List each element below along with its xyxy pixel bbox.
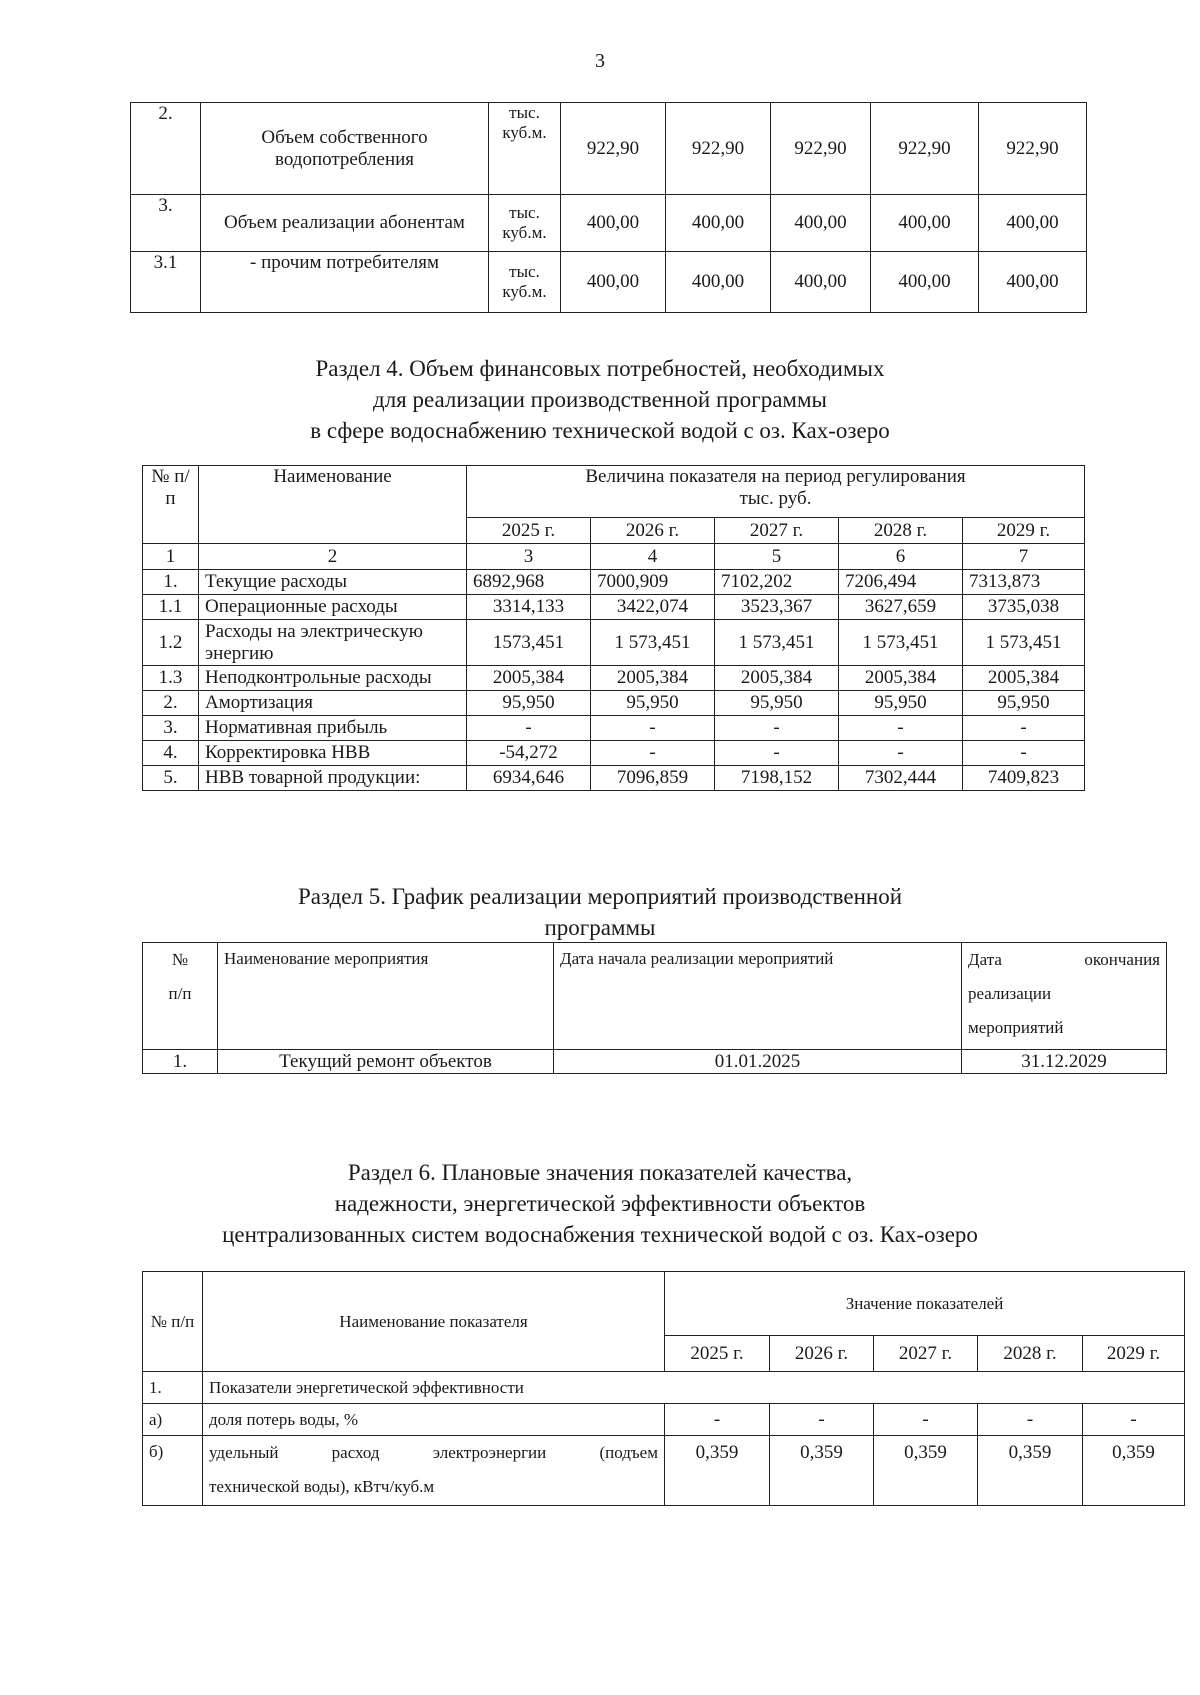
value-cell: 922,90 <box>666 103 771 195</box>
table-row <box>143 666 1085 691</box>
header-row <box>143 466 1085 518</box>
col-number: 7 <box>963 544 1085 570</box>
row-name <box>203 1436 665 1506</box>
schedule-table <box>142 942 1167 1074</box>
value-cell: 7000,909 <box>591 570 715 595</box>
row-number: 1.3 <box>143 666 199 691</box>
value-cell: 922,90 <box>561 103 666 195</box>
section6-title-line: Раздел 6. Плановые значения показателей качества, <box>347 1160 853 1185</box>
col-num-header-line: № <box>171 950 189 969</box>
section5-title <box>0 881 1200 943</box>
value-cell: - <box>839 741 963 766</box>
row-name-line <box>209 1436 658 1470</box>
value-cell: - <box>467 716 591 741</box>
col-start-header: Дата начала реализации мероприятий <box>554 943 962 1050</box>
value-cell: 95,950 <box>963 691 1085 716</box>
table-row <box>131 252 1087 313</box>
header-row <box>143 1272 1185 1336</box>
col-number: 4 <box>591 544 715 570</box>
value-cell: 2005,384 <box>715 666 839 691</box>
value-cell: 400,00 <box>871 195 979 252</box>
section4-title-line: в сфере водоснабжению технической водой с оз. Ках-озеро <box>310 418 890 443</box>
value-cell: 400,00 <box>666 252 771 313</box>
col-end-header-word: окончания <box>1084 950 1160 969</box>
value-cell: 6934,646 <box>467 766 591 791</box>
value-cell: 3735,038 <box>963 595 1085 620</box>
table-row <box>143 570 1085 595</box>
row-number: 1.2 <box>143 620 199 666</box>
row-unit: тыс. куб.м. <box>489 252 561 313</box>
value-cell: - <box>978 1404 1083 1436</box>
row-number: 4. <box>143 741 199 766</box>
row-name: - прочим потребителям <box>201 252 489 313</box>
value-cell: 3523,367 <box>715 595 839 620</box>
year-header: 2028 г. <box>839 518 963 544</box>
value-cell: - <box>591 741 715 766</box>
col-end-header <box>962 943 1167 1050</box>
table-row <box>143 1404 1185 1436</box>
value-cell: - <box>770 1404 874 1436</box>
row-number: 5. <box>143 766 199 791</box>
value-cell: - <box>1083 1404 1185 1436</box>
col-number: 5 <box>715 544 839 570</box>
col-num-header: № п/п <box>143 466 199 544</box>
value-cell: - <box>715 716 839 741</box>
row-name: Объем собственного водопотребления <box>201 103 489 195</box>
value-cell: 7198,152 <box>715 766 839 791</box>
row-number: а) <box>143 1404 203 1436</box>
value-cell: 2005,384 <box>467 666 591 691</box>
row-unit: тыс. куб.м. <box>489 195 561 252</box>
value-cell: 7206,494 <box>839 570 963 595</box>
year-header: 2028 г. <box>978 1336 1083 1372</box>
year-header: 2027 г. <box>874 1336 978 1372</box>
row-number: 3. <box>143 716 199 741</box>
year-header: 2025 г. <box>467 518 591 544</box>
value-cell: 400,00 <box>771 252 871 313</box>
value-cell: 400,00 <box>771 195 871 252</box>
value-cell: - <box>839 716 963 741</box>
value-cell: 7096,859 <box>591 766 715 791</box>
value-cell: - <box>591 716 715 741</box>
col-numbers-row <box>143 544 1085 570</box>
value-cell: 400,00 <box>561 195 666 252</box>
value-cell: 922,90 <box>871 103 979 195</box>
value-cell: - <box>665 1404 770 1436</box>
row-unit: тыс. куб.м. <box>489 103 561 195</box>
row-name-line: технической воды), кВтч/куб.м <box>209 1477 435 1496</box>
row-number: 1.1 <box>143 595 199 620</box>
section4-title-line: Раздел 4. Объем финансовых потребностей, необходимых <box>315 356 885 381</box>
value-cell: 7409,823 <box>963 766 1085 791</box>
value-cell: - <box>874 1404 978 1436</box>
col-name-header: Наименование мероприятия <box>218 943 554 1050</box>
row-name: Нормативная прибыль <box>199 716 467 741</box>
row-name: НВВ товарной продукции: <box>199 766 467 791</box>
value-cell: 922,90 <box>979 103 1087 195</box>
col-end-header-line: мероприятий <box>968 1018 1064 1037</box>
table-row <box>131 103 1087 195</box>
finance-table <box>142 465 1085 791</box>
end-date: 31.12.2029 <box>962 1050 1167 1074</box>
row-name: Операционные расходы <box>199 595 467 620</box>
value-header <box>467 466 1085 518</box>
row-number: 2. <box>131 103 201 195</box>
table-row <box>143 1050 1167 1074</box>
row-name: Расходы на электрическую энергию <box>199 620 467 666</box>
value-cell: 95,950 <box>715 691 839 716</box>
year-header: 2029 г. <box>1083 1336 1185 1372</box>
row-number: 3. <box>131 195 201 252</box>
col-end-header-line <box>968 943 1160 977</box>
row-name: Корректировка НВВ <box>199 741 467 766</box>
value-cell: - <box>715 741 839 766</box>
year-header: 2025 г. <box>665 1336 770 1372</box>
value-cell: 0,359 <box>978 1436 1083 1506</box>
value-cell: 7302,444 <box>839 766 963 791</box>
row-name-word: электроэнергии <box>432 1443 547 1462</box>
volume-table <box>130 102 1087 313</box>
value-header: Значение показателей <box>665 1272 1185 1336</box>
value-cell: 0,359 <box>665 1436 770 1506</box>
col-end-header-word: Дата <box>968 950 1002 969</box>
row-name: доля потерь воды, % <box>203 1404 665 1436</box>
value-cell: -54,272 <box>467 741 591 766</box>
table-row <box>143 716 1085 741</box>
value-cell: - <box>963 716 1085 741</box>
value-cell: - <box>963 741 1085 766</box>
value-cell: 2005,384 <box>963 666 1085 691</box>
value-cell: 1 573,451 <box>715 620 839 666</box>
section6-title-line: централизованных систем водоснабжения технической водой с оз. Ках-озеро <box>222 1222 978 1247</box>
row-number: 3.1 <box>131 252 201 313</box>
value-cell: 95,950 <box>467 691 591 716</box>
value-cell: 400,00 <box>979 195 1087 252</box>
row-number: б) <box>143 1436 203 1506</box>
value-cell: 3627,659 <box>839 595 963 620</box>
value-cell: 2005,384 <box>591 666 715 691</box>
value-cell: 922,90 <box>771 103 871 195</box>
table-row <box>143 691 1085 716</box>
row-name: Текущие расходы <box>199 570 467 595</box>
col-name-header: Наименование <box>199 466 467 544</box>
page-number: 3 <box>595 50 605 72</box>
row-name: Неподконтрольные расходы <box>199 666 467 691</box>
section6-title <box>0 1157 1200 1250</box>
col-number: 3 <box>467 544 591 570</box>
row-name-word: расход <box>331 1443 380 1462</box>
row-number: 1. <box>143 1050 218 1074</box>
table-row <box>131 195 1087 252</box>
col-end-header-line: реализации <box>968 984 1052 1003</box>
table-row <box>143 766 1085 791</box>
col-number: 2 <box>199 544 467 570</box>
col-num-header <box>143 943 218 1050</box>
value-header-unit: тыс. руб. <box>739 487 812 509</box>
value-cell: 400,00 <box>561 252 666 313</box>
table-row <box>143 741 1085 766</box>
value-header-title: Величина показателя на период регулирования <box>585 466 966 487</box>
row-number: 1. <box>143 1372 203 1404</box>
value-cell: 7102,202 <box>715 570 839 595</box>
value-cell: 1573,451 <box>467 620 591 666</box>
row-name: Объем реализации абонентам <box>201 195 489 252</box>
row-name-word: удельный <box>209 1443 279 1462</box>
value-cell: 95,950 <box>591 691 715 716</box>
row-number: 1. <box>143 570 199 595</box>
value-cell: 400,00 <box>979 252 1087 313</box>
value-cell: 1 573,451 <box>963 620 1085 666</box>
section5-title-line: Раздел 5. График реализации мероприятий производственной <box>297 884 903 909</box>
header-row <box>143 943 1167 1050</box>
row-name-word: (подъем <box>599 1443 658 1462</box>
year-header: 2026 г. <box>591 518 715 544</box>
value-cell: 6892,968 <box>467 570 591 595</box>
value-cell: 95,950 <box>839 691 963 716</box>
value-cell: 1 573,451 <box>839 620 963 666</box>
col-number: 1 <box>143 544 199 570</box>
col-number: 6 <box>839 544 963 570</box>
section5-title-line: программы <box>544 915 656 940</box>
row-name: Текущий ремонт объектов <box>218 1050 554 1074</box>
value-cell: 0,359 <box>770 1436 874 1506</box>
table-row <box>143 1436 1185 1506</box>
row-name: Амортизация <box>199 691 467 716</box>
indicators-table <box>142 1271 1185 1506</box>
group-row <box>143 1372 1185 1404</box>
table-row <box>143 620 1085 666</box>
value-cell: 3422,074 <box>591 595 715 620</box>
section6-title-line: надежности, энергетической эффективности объектов <box>334 1191 866 1216</box>
section4-title-line: для реализации производственной программы <box>373 387 827 412</box>
value-cell: 1 573,451 <box>591 620 715 666</box>
group-name: Показатели энергетической эффективности <box>203 1372 1185 1404</box>
col-num-header-line: п/п <box>168 984 192 1003</box>
value-cell: 400,00 <box>666 195 771 252</box>
value-cell: 0,359 <box>874 1436 978 1506</box>
start-date: 01.01.2025 <box>554 1050 962 1074</box>
value-cell: 400,00 <box>871 252 979 313</box>
year-header: 2027 г. <box>715 518 839 544</box>
row-number: 2. <box>143 691 199 716</box>
col-name-header: Наименование показателя <box>203 1272 665 1372</box>
value-cell: 0,359 <box>1083 1436 1185 1506</box>
value-cell: 2005,384 <box>839 666 963 691</box>
value-cell: 3314,133 <box>467 595 591 620</box>
col-num-header: № п/п <box>143 1272 203 1372</box>
value-cell: 7313,873 <box>963 570 1085 595</box>
year-header: 2029 г. <box>963 518 1085 544</box>
table-row <box>143 595 1085 620</box>
year-header: 2026 г. <box>770 1336 874 1372</box>
section4-title <box>0 353 1200 446</box>
